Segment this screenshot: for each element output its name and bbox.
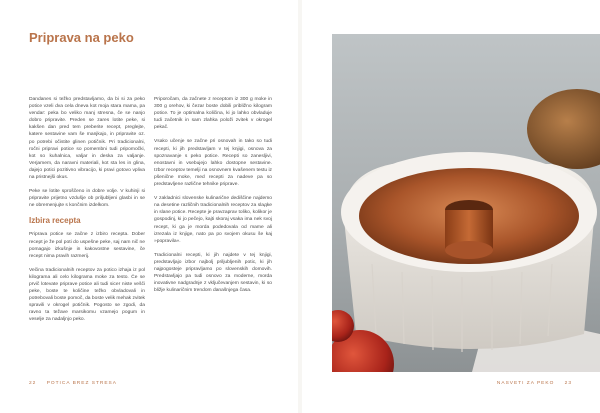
running-title: NASVETI ZA PEKO xyxy=(496,381,555,386)
footer-left xyxy=(29,381,117,386)
paragraph: V zakladnici slovenske kulinarične dediščine najdemo na desetine različnih tradicionalnih receptov za slадke in slane potice. Recepte je pravzaprav toliko, kolikor je gospodinj, ki jo pečejo, kajti skoraj vsaka ima nek svoj recept, ki ga je morda podedovala od mame ali izrezala iz knjige, nato pa po svojem okusu še kaj »popravila«. xyxy=(154,196,272,244)
running-title: POTICA BREZ STRESA xyxy=(46,381,117,386)
paragraph: Dandanes si težko predstavljamo, da bi si za peko potice vzeli dva cela dneva kot moja stara mama, pa vendar: peka bo veliko manj stresna, če se nanjo dobro pripravite. Preden se zares lotite peke, si kakšen dan pred tem preberite recept, preglejte, katere sestavine vam še manjkajo, in pripravite oz. po potrebi očistite glinen potičnik. Pri tradicionalni, ročni pripravi potice so pomembni tudi pripomočki, kot so kuhalnica, valjar in deska za valjanje. Verjamem, da naravni materiali, kot sta les in glina, dajejo potici pozitivno vibracijo, ki pravi gotovo vpliva na pristnejši okus. xyxy=(29,97,145,181)
paragraph: Tradicionalni recepti, ki jih najdete v tej knjigi, predstavljajo izbor najbolj priljubljenih potic, ki jih najpogosteje pripravljamo po slovenskih domovih. Predstavljajo pa tudi osnovo za moderne, morda inovativne nadgradnje z vključevanjem sestavin, ki so bližje kulinaričnim trendom današnjega časa. xyxy=(154,252,272,294)
text-column-2 xyxy=(154,96,272,301)
photo-bundt-pan xyxy=(332,34,600,372)
paragraph: Večina tradicionalnih receptov za potico izhaja iz pol kilograma ali celo kilograma moke za testo. Če se prvič lotevate priprave potice ali tudi sicer niste vešči peke, boste te količine težko obvladovali in potrebovali boste pomoč, da boste velik mehak zvitek spravili v okrogel potičnik. Pogosto se zgodi, da ravno ta težave marsikomu vzamejo pogum in veselje za nadaljnjo peko. xyxy=(29,267,145,323)
page-title: Priprava na peko xyxy=(29,30,134,45)
text-column-1 xyxy=(29,96,145,331)
page-number: 23 xyxy=(564,381,572,386)
page-number: 22 xyxy=(29,381,37,386)
section-subheading: Izbira recepta xyxy=(29,216,81,226)
paragraph: Vsako učenje se začne pri osnovah in tako so tudi recepti, ki jih predstavljam v tej knjigi, osnova za spoznavanje s peko potice. Recepti so zanesljivi, enostavni in vsebujejo lahko dostopne sestavine. Izbor receptov temelji na osnovnem kvašenem testu iz pšenične moke, med recepti za nadeve pa so predstavljene različne tehnike priprave. xyxy=(154,139,272,188)
paragraph: Peke se lotite sproščeno in dobre volje. V kuhinji si pripravite prijetno vzdušje ob priljubljeni glasbi in se ne obremenjujte s končnim izdelkom. xyxy=(29,189,145,209)
footer-right xyxy=(497,381,572,386)
left-page xyxy=(0,0,298,413)
photo-illustration xyxy=(332,34,600,372)
paragraph: Priporočam, da začnete z receptom iz 300 g moke in 300 g orehov, ki čezar boste dobili približno kilogram potice. To je optimalna količina, ki jo lahko obvladuje tudi začetnik in sam zlahka položi zvitek v okrogel pekač. xyxy=(154,97,272,131)
paragraph: Priprava potice se začne z izbiro recepta. Dober recept je že pol poti do uspešne peke, saj nam nič ne pomagajo izkušnje in kakovostne sestavine, če recept nima pravih razmerij. xyxy=(29,232,145,259)
